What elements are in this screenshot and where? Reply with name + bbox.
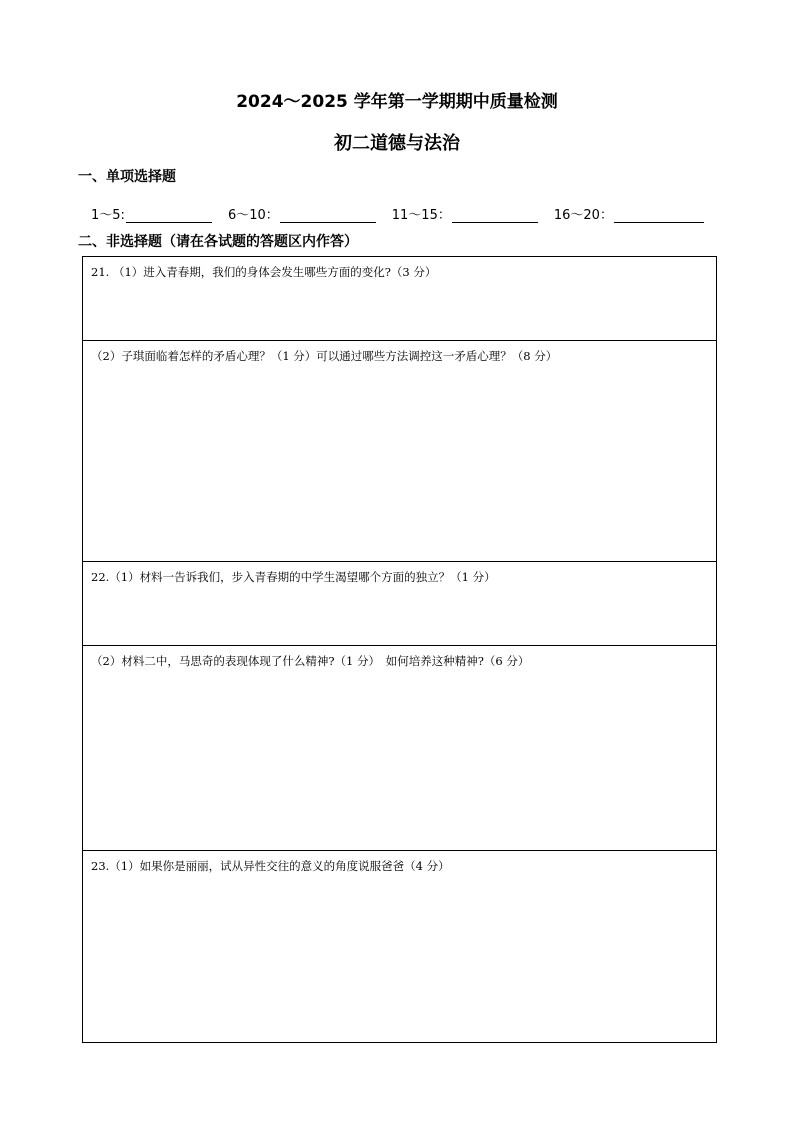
answer-box-21-1[interactable] (83, 257, 716, 341)
answer-blank-line[interactable] (614, 209, 704, 223)
subject-title: 初二道德与法治 (334, 133, 460, 154)
answer-box-21-2[interactable] (83, 341, 716, 562)
question-text: 22.（1）材料一告诉我们，步入青春期的中学生渴望哪个方面的独立？（1 分） (91, 570, 496, 584)
section-heading-single-choice: 一、单项选择题 (78, 169, 176, 185)
blank-label: 1～5: (91, 208, 125, 223)
section-heading-non-choice: 二、非选择题（请在各试题的答题区内作答） (78, 234, 358, 250)
answer-area-table (82, 256, 717, 1043)
answer-blank-line[interactable] (452, 209, 538, 223)
blank-group-2 (228, 204, 376, 223)
question-text: 21. （1）进入青春期，我们的身体会发生哪些方面的变化?（3 分） (91, 265, 437, 279)
blank-label: 11～15： (391, 208, 451, 223)
blank-group-3 (392, 204, 538, 223)
answer-box-23-1[interactable] (83, 851, 716, 1042)
answer-box-22-2[interactable] (83, 646, 716, 851)
answer-box-22-1[interactable] (83, 562, 716, 646)
blank-group-1 (91, 204, 212, 223)
exam-title: 2024～2025 学年第一学期期中质量检测 (236, 92, 558, 112)
answer-blank-line[interactable] (126, 209, 212, 223)
answer-blank-line[interactable] (280, 209, 376, 223)
question-text: 23.（1）如果你是丽丽，试从异性交往的意义的角度说服爸爸（4 分） (91, 859, 450, 873)
question-text: （2）子琪面临着怎样的矛盾心理？（1 分）可以通过哪些方法调控这一矛盾心理？（8 分） (91, 349, 558, 363)
blank-label: 16～20： (553, 208, 613, 223)
blank-label: 6～10： (227, 208, 279, 223)
choice-answer-blanks (91, 204, 731, 223)
question-text: （2）材料二中，马思奇的表现体现了什么精神?（1 分） 如何培养这种精神?（6 分） (91, 654, 530, 668)
blank-group-4 (554, 204, 704, 223)
